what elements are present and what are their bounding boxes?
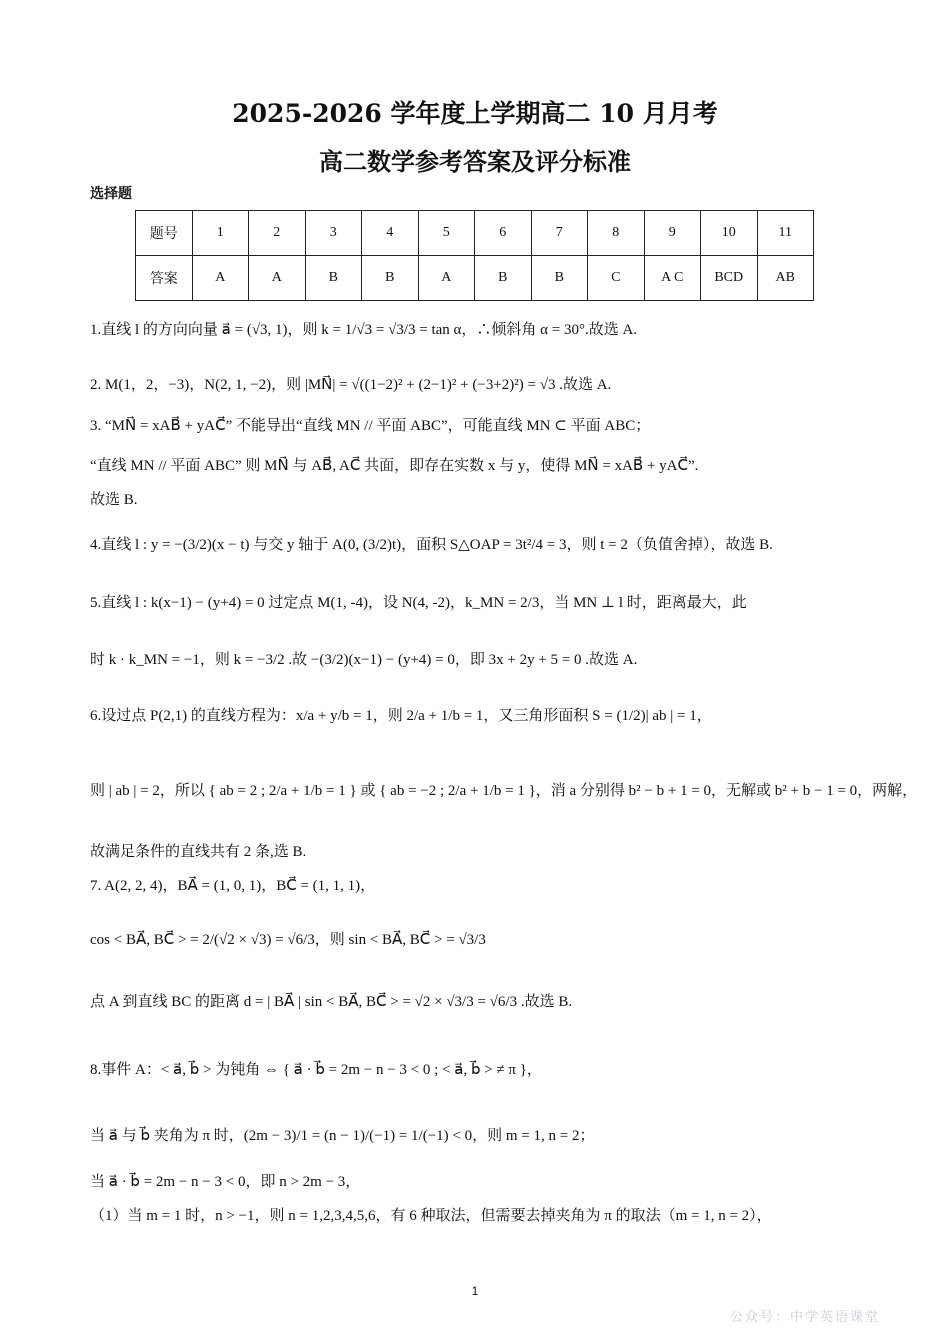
table-cell: 6 xyxy=(475,211,532,256)
solution-7-line-3: 点 A 到直线 BC 的距离 d = | BA⃗ | sin < BA⃗, BC⃗ > = √2 × √3/3 = √6/3 .故选 B. xyxy=(90,994,573,1010)
solution-6-line-2: 则 | ab | = 2，所以 { ab = 2 ; 2/a + 1/b = 1 } 或 { ab = −2 ; 2/a + 1/b = 1 }，消 a 分别得 b² − b + 1 = 0，无解或 b² + b − 1 = 0，两解， xyxy=(90,783,918,799)
solution-8-line-2: 当 a⃗ 与 b⃗ 夹角为 π 时，(2m − 3)/1 = (n − 1)/(−1) = 1/(−1) < 0，则 m = 1, n = 2； xyxy=(90,1128,595,1144)
solution-3-line-1: 3. “MN⃗ = xAB⃗ + yAC⃗” 不能导出“直线 MN // 平面 ABC”，可能直线 MN ⊂ 平面 ABC； xyxy=(90,418,651,434)
table-cell: B xyxy=(305,256,362,301)
table-cell: 5 xyxy=(418,211,475,256)
solution-4: 4.直线 l : y = −(3/2)(x − t) 与交 y 轴于 A(0, (3/2)t)，面积 S△OAP = 3t²/4 = 3，则 t = 2（负值舍掉），故选 B. xyxy=(90,537,773,553)
solution-8-line-3: 当 a⃗ · b⃗ = 2m − n − 3 < 0，即 n > 2m − 3， xyxy=(90,1174,361,1190)
solution-7-line-1: 7. A(2, 2, 4)，BA⃗ = (1, 0, 1)，BC⃗ = (1, 1, 1)， xyxy=(90,878,376,894)
solution-6-line-1: 6.设过点 P(2,1) 的直线方程为：x/a + y/b = 1，则 2/a + 1/b = 1，又三角形面积 S = (1/2)| ab | = 1， xyxy=(90,708,712,724)
table-cell: 3 xyxy=(305,211,362,256)
solution-5-line-1: 5.直线 l : k(x−1) − (y+4) = 0 过定点 M(1, -4)，设 N(4, -2)，k_MN = 2/3，当 MN ⊥ l 时，距离最大，此 xyxy=(90,595,747,611)
solution-1: 1.直线 l 的方向向量 a⃗ = (√3, 1)，则 k = 1/√3 = √3/3 = tan α，∴倾斜角 α = 30°.故选 A. xyxy=(90,322,638,338)
table-cell: B xyxy=(531,256,588,301)
table-cell: B xyxy=(362,256,419,301)
table-cell: 1 xyxy=(192,211,249,256)
table-cell: A xyxy=(249,256,306,301)
solution-3-line-3: 故选 B. xyxy=(90,492,138,508)
table-cell: 8 xyxy=(588,211,645,256)
table-cell: 2 xyxy=(249,211,306,256)
solution-8-line-4: （1）当 m = 1 时，n > −1，则 n = 1,2,3,4,5,6，有 6 种取法，但需要去掉夹角为 π 的取法（m = 1, n = 2）， xyxy=(90,1208,772,1224)
table-cell: 4 xyxy=(362,211,419,256)
table-cell: C xyxy=(588,256,645,301)
watermark: 公众号：中学英语课堂 xyxy=(730,1310,881,1325)
answer-table xyxy=(135,210,814,301)
table-cell: A xyxy=(192,256,249,301)
page-subtitle: 高二数学参考答案及评分标准 xyxy=(319,148,631,176)
solution-5-line-2: 时 k · k_MN = −1，则 k = −3/2 .故 −(3/2)(x−1) − (y+4) = 0，即 3x + 2y + 5 = 0 .故选 A. xyxy=(90,652,638,668)
solution-6-line-3: 故满足条件的直线共有 2 条,选 B. xyxy=(90,844,307,860)
table-cell: 10 xyxy=(701,211,758,256)
page-title: 2025-2026 学年度上学期高二 10 月月考 xyxy=(232,99,718,128)
table-cell: 11 xyxy=(757,211,814,256)
table-cell: AB xyxy=(757,256,814,301)
table-cell: 9 xyxy=(644,211,701,256)
table-cell: BCD xyxy=(701,256,758,301)
table-row-answers xyxy=(136,256,814,301)
table-cell: 7 xyxy=(531,211,588,256)
table-cell: A C xyxy=(644,256,701,301)
table-cell: B xyxy=(475,256,532,301)
table-header-cell: 答案 xyxy=(136,256,193,301)
solution-7-line-2: cos < BA⃗, BC⃗ > = 2/(√2 × √3) = √6/3，则 sin < BA⃗, BC⃗ > = √3/3 xyxy=(90,932,486,948)
solution-3-line-2: “直线 MN // 平面 ABC” 则 MN⃗ 与 AB⃗, AC⃗ 共面，即存在实数 x 与 y，使得 MN⃗ = xAB⃗ + yAC⃗”. xyxy=(90,458,699,474)
table-row-numbers xyxy=(136,211,814,256)
solution-8-line-1: 8.事件 A：< a⃗, b⃗ > 为钝角 ⇔ { a⃗ · b⃗ = 2m − n − 3 < 0 ; < a⃗, b⃗ > ≠ π }， xyxy=(90,1062,542,1078)
page-number: 1 xyxy=(471,1284,479,1298)
solution-2: 2. M(1，2，−3)，N(2, 1, −2)，则 |MN⃗| = √((1−2)² + (2−1)² + (−3+2)²) = √3 .故选 A. xyxy=(90,377,612,393)
table-header-cell: 题号 xyxy=(136,211,193,256)
table-cell: A xyxy=(418,256,475,301)
section-label: 选择题 xyxy=(90,186,132,202)
